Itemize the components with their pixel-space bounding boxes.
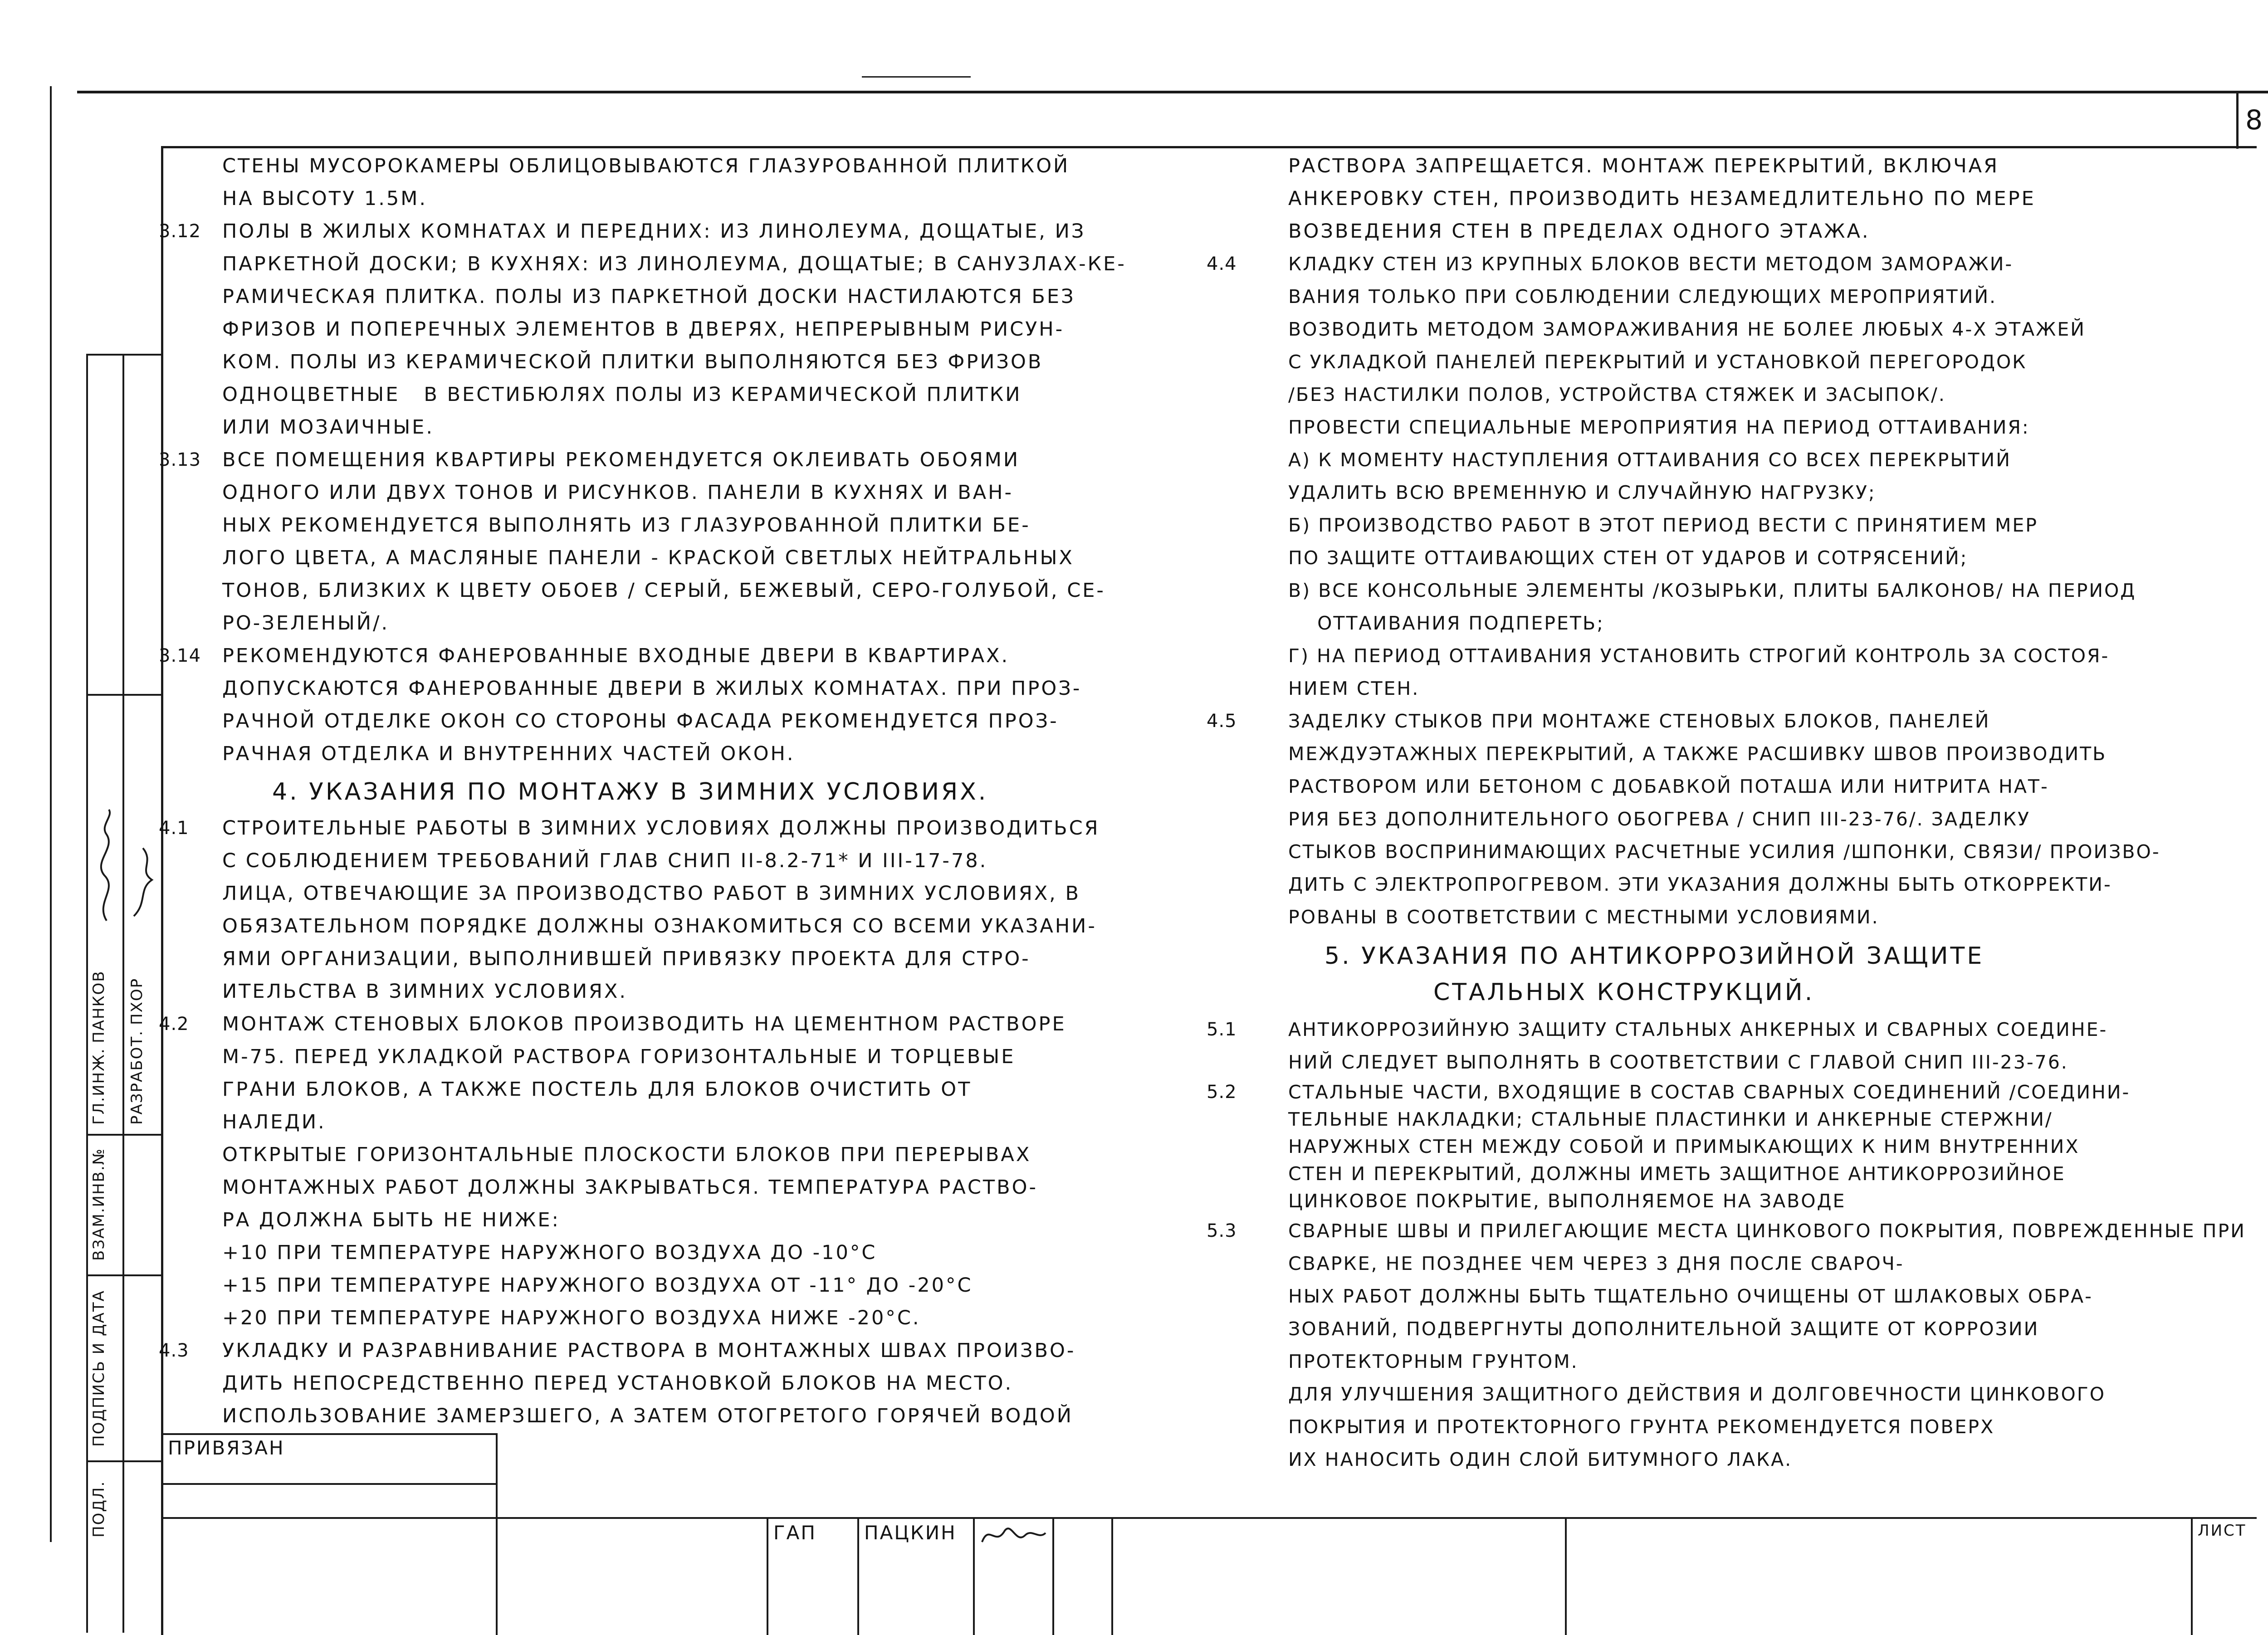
paragraph-text: РАСТВОРА ЗАПРЕЩАЕТСЯ. МОНТАЖ ПЕРЕКРЫТИЙ, ВКЛЮЧАЯ АНКЕРОВКУ СТЕН, ПРОИЗВОДИТЬ НЕЗАМЕДЛИТЕЛЬНО ПО МЕРЕ ВОЗВЕДЕНИЯ СТЕН В ПРЕДЕЛАХ ОДНОГО ЭТАЖА.	[1288, 155, 2036, 243]
top-border-line	[77, 91, 2268, 93]
side-stamp-h1	[86, 354, 163, 356]
paragraph-number: 5.2	[1207, 1082, 1237, 1103]
page-number: 8	[2245, 104, 2264, 136]
stamp-privyazan: ПРИВЯЗАН	[168, 1437, 285, 1459]
stamp-list-label: ЛИСТ	[2198, 1522, 2247, 1540]
stamp-cell-3	[973, 1517, 975, 1635]
inner-frame-top	[161, 146, 2257, 148]
paragraph-text: КЛАДКУ СТЕН ИЗ КРУПНЫХ БЛОКОВ ВЕСТИ МЕТОДОМ ЗАМОРАЖИ- ВАНИЯ ТОЛЬКО ПРИ СОБЛЮДЕНИИ СЛЕДУЮЩИХ МЕРОПРИЯТИЙ. ВОЗВОДИТЬ МЕТОДОМ ЗАМОРАЖИВАНИЯ НЕ БОЛЕЕ ЛЮБЫХ 4-Х ЭТАЖЕЙ С УКЛАДКОЙ ПАНЕЛЕЙ ПЕРЕКРЫТИЙ И УСТАНОВКОЙ ПЕРЕГОРОДОК /БЕЗ НАСТИЛКИ ПОЛОВ, УСТРОЙСТВА СТЯЖЕК И ЗАСЫПОК/. ПРОВЕСТИ СПЕЦИАЛЬНЫЕ МЕРОПРИЯТИЯ НА ПЕРИОД ОТТАИВАНИЯ: А) К МОМЕНТУ НАСТУПЛЕНИЯ ОТТАИВАНИЯ СО ВСЕХ ПЕРЕКРЫТИЙ УДАЛИТЬ ВСЮ ВРЕМЕННУЮ И СЛУЧАЙНУЮ НАГРУЗКУ; Б) ПРОИЗВОДСТВО РАБОТ В ЭТОТ ПЕРИОД ВЕСТИ С ПРИНЯТИЕМ МЕР ПО ЗАЩИТЕ ОТТАИВАЮЩИХ СТЕН ОТ УДАРОВ И СОТРЯСЕНИЙ; В) ВСЕ КОНСОЛЬНЫЕ ЭЛЕМЕНТЫ /КОЗЫРЬКИ, ПЛИТЫ БАЛКОНОВ/ НА ПЕРИОД ОТТАИВАНИЯ ПОДПЕРЕТЬ; Г) НА ПЕРИОД ОТТАИВАНИЯ УСТАНОВИТЬ СТРОГИЙ КОНТРОЛЬ ЗА СОСТОЯ- НИЕМ СТЕН.	[1288, 253, 2136, 699]
paragraph-number: 4.3	[159, 1340, 189, 1361]
stamp-cell-6	[1565, 1517, 1567, 1635]
paragraph-4-4	[1207, 248, 2250, 705]
stamp-box-mid	[161, 1483, 497, 1485]
paragraph-3-13	[159, 444, 1175, 639]
stamp-cell-5	[1111, 1517, 1113, 1635]
paragraph-text: +10 ПРИ ТЕМПЕРАТУРЕ НАРУЖНОГО ВОЗДУХА ДО -10°С +15 ПРИ ТЕМПЕРАТУРЕ НАРУЖНОГО ВОЗДУХА ОТ -11° ДО -20°С +20 ПРИ ТЕМПЕРАТУРЕ НАРУЖНОГО ВОЗДУХА НИЖЕ -20°С.	[222, 1241, 973, 1329]
paragraph-number: 4.2	[159, 1014, 189, 1035]
paragraph-text: АНТИКОРРОЗИЙНУЮ ЗАЩИТУ СТАЛЬНЫХ АНКЕРНЫХ И СВАРНЫХ СОЕДИНЕ- НИЙ СЛЕДУЕТ ВЫПОЛНЯТЬ В СООТВЕТСТВИИ С ГЛАВОЙ СНИП III-23-76.	[1288, 1019, 2108, 1073]
stamp-gap: ГАП	[773, 1522, 816, 1544]
stamp-bottom-line	[161, 1517, 2257, 1519]
paragraph-text: ПОЛЫ В ЖИЛЫХ КОМНАТАХ И ПЕРЕДНИХ: ИЗ ЛИНОЛЕУМА, ДОЩАТЫЕ, ИЗ ПАРКЕТНОЙ ДОСКИ; В КУХНЯХ: ИЗ ЛИНОЛЕУМА, ДОЩАТЫЕ; В САНУЗЛАХ-КЕ- РАМИЧЕСКАЯ ПЛИТКА. ПОЛЫ ИЗ ПАРКЕТНОЙ ДОСКИ НАСТИЛАЮТСЯ БЕЗ ФРИЗОВ И ПОПЕРЕЧНЫХ ЭЛЕМЕНТОВ В ДВЕРЯХ, НЕПРЕРЫВНЫМ РИСУН- КОМ. ПОЛЫ ИЗ КЕРАМИЧЕСКОЙ ПЛИТКИ ВЫПОЛНЯЮТСЯ БЕЗ ФРИЗОВ ОДНОЦВЕТНЫЕ В ВЕСТИБЮЛЯХ ПОЛЫ ИЗ КЕРАМИЧЕСКОЙ ПЛИТКИ ИЛИ МОЗАИЧНЫЕ.	[222, 220, 1126, 439]
side-stamp-h5	[86, 1460, 163, 1462]
side-stamp-h3	[86, 1134, 163, 1136]
stamp-signature	[980, 1522, 1048, 1549]
paragraph-number: 3.14	[159, 645, 201, 666]
paragraph-4-3-cont	[1288, 150, 2250, 248]
stamp-cell-7	[2191, 1517, 2193, 1635]
section-5-heading-line2: СТАЛЬНЫХ КОНСТРУКЦИЙ.	[1433, 979, 1815, 1006]
paragraph-number: 4.5	[1207, 711, 1237, 732]
side-stamp-h2	[86, 694, 163, 696]
paragraph-3-12	[159, 215, 1175, 444]
paragraph-4-1	[159, 812, 1175, 1008]
paragraph-number: 3.12	[159, 221, 201, 242]
paragraph-3-14	[159, 639, 1175, 770]
temperature-list	[222, 1236, 1175, 1334]
paragraph-text: ЗАДЕЛКУ СТЫКОВ ПРИ МОНТАЖЕ СТЕНОВЫХ БЛОКОВ, ПАНЕЛЕЙ МЕЖДУЭТАЖНЫХ ПЕРЕКРЫТИЙ, А ТАКЖЕ РАСШИВКУ ШВОВ ПРОИЗВОДИТЬ РАСТВОРОМ ИЛИ БЕТОНОМ С ДОБАВКОЙ ПОТАША ИЛИ НИТРИТА НАТ- РИЯ БЕЗ ДОПОЛНИТЕЛЬНОГО ОБОГРЕВА / СНИП III-23-76/. ЗАДЕЛКУ СТЫКОВ ВОСПРИНИМАЮЩИХ РАСЧЕТНЫЕ УСИЛИЯ /ШПОНКИ, СВЯЗИ/ ПРОИЗВО- ДИТЬ С ЭЛЕКТРОПРОГРЕВОМ. ЭТИ УКАЗАНИЯ ДОЛЖНЫ БЫТЬ ОТКОРРЕКТИ- РОВАНЫ В СООТВЕТСТВИИ С МЕСТНЫМИ УСЛОВИЯМИ.	[1288, 710, 2160, 928]
paragraph-number: 4.1	[159, 818, 189, 839]
stamp-box-top	[161, 1433, 497, 1435]
stamp-cell-2	[857, 1517, 859, 1635]
paragraph-number: 5.1	[1207, 1019, 1237, 1040]
paragraph-number: 4.4	[1207, 254, 1237, 274]
paragraph-text: УКЛАДКУ И РАЗРАВНИВАНИЕ РАСТВОРА В МОНТАЖНЫХ ШВАХ ПРОИЗВО- ДИТЬ НЕПОСРЕДСТВЕННО ПЕРЕД УСТАНОВКОЙ БЛОКОВ НА МЕСТО. ИСПОЛЬЗОВАНИЕ ЗАМЕРЗШЕГО, А ЗАТЕМ ОТОГРЕТОГО ГОРЯЧЕЙ ВОДОЙ	[222, 1339, 1076, 1427]
paragraph-text: СТЕНЫ МУСОРОКАМЕРЫ ОБЛИЦОВЫВАЮТСЯ ГЛАЗУРОВАННОЙ ПЛИТКОЙ НА ВЫСОТУ 1.5М.	[222, 155, 1070, 210]
right-column	[1207, 150, 2250, 1476]
paragraph-text: СТАЛЬНЫЕ ЧАСТИ, ВХОДЯЩИЕ В СОСТАВ СВАРНЫХ СОЕДИНЕНИЙ /СОЕДИНИ- ТЕЛЬНЫЕ НАКЛАДКИ; СТАЛЬНЫЕ ПЛАСТИНКИ И АНКЕРНЫЕ СТЕРЖНИ/ НАРУЖНЫХ СТЕН МЕЖДУ СОБОЙ И ПРИМЫКАЮЩИХ К НИМ ВНУТРЕННИХ СТЕН И ПЕРЕКРЫТИЙ, ДОЛЖНЫ ИМЕТЬ ЗАЩИТНОЕ АНТИКОРРОЗИЙНОЕ ЦИНКОВОЕ ПОКРЫТИЕ, ВЫПОЛНЯЕМОЕ НА ЗАВОДЕ	[1288, 1081, 2131, 1212]
stamp-cell-1	[767, 1517, 768, 1635]
paragraph-text: СВАРНЫЕ ШВЫ И ПРИЛЕГАЮЩИЕ МЕСТА ЦИНКОВОГО ПОКРЫТИЯ, ПОВРЕЖДЕННЫЕ ПРИ СВАРКЕ, НЕ ПОЗДНЕЕ ЧЕМ ЧЕРЕЗ 3 ДНЯ ПОСЛЕ СВАРОЧ- НЫХ РАБОТ ДОЛЖНЫ БЫТЬ ТЩАТЕЛЬНО ОЧИЩЕНЫ ОТ ШЛАКОВЫХ ОБРА- ЗОВАНИЙ, ПОДВЕРГНУТЫ ДОПОЛНИТЕЛЬНОЙ ЗАЩИТЕ ОТ КОРРОЗИИ ПРОТЕКТОРНЫМ ГРУНТОМ. ДЛЯ УЛУЧШЕНИЯ ЗАЩИТНОГО ДЕЙСТВИЯ И ДОЛГОВЕЧНОСТИ ЦИНКОВОГО ПОКРЫТИЯ И ПРОТЕКТОРНОГО ГРУНТА РЕКОМЕНДУЕТСЯ ПОВЕРХ ИХ НАНОСИТЬ ОДИН СЛОЙ БИТУМНОГО ЛАКА.	[1288, 1220, 2246, 1470]
side-stamp-divider-1	[122, 354, 124, 1633]
paragraph-number: 5.3	[1207, 1220, 1237, 1241]
paragraph-text: РЕКОМЕНДУЮТСЯ ФАНЕРОВАННЫЕ ВХОДНЫЕ ДВЕРИ В КВАРТИРАХ. ДОПУСКАЮТСЯ ФАНЕРОВАННЫЕ ДВЕРИ В ЖИЛЫХ КОМНАТАХ. ПРИ ПРОЗ- РАЧНОЙ ОТДЕЛКЕ ОКОН СО СТОРОНЫ ФАСАДА РЕКОМЕНДУЕТСЯ ПРОЗ- РАЧНАЯ ОТДЕЛКА И ВНУТРЕННИХ ЧАСТЕЙ ОКОН.	[222, 644, 1082, 765]
stamp-cell-4	[1052, 1517, 1054, 1635]
stamp-box-right	[496, 1433, 498, 1635]
signature-1	[91, 807, 122, 925]
side-stamp-divider-2	[161, 354, 163, 1633]
paragraph-3-11	[222, 150, 1175, 215]
section-5-heading: 5. УКАЗАНИЯ ПО АНТИКОРРОЗИЙНОЙ ЗАЩИТЕ	[1325, 942, 1984, 970]
side-label-surname2: ПХОР	[128, 977, 146, 1025]
paragraph-5-3	[1207, 1215, 2250, 1476]
left-column	[159, 150, 1175, 1432]
side-label-podpis-data: ПОДПИСЬ И ДАТА	[90, 1290, 108, 1447]
side-stamp-outer	[86, 354, 88, 1633]
paragraph-5-2	[1207, 1079, 2250, 1215]
paragraph-4-3	[159, 1334, 1175, 1432]
stamp-name: ПАЦКИН	[864, 1522, 957, 1544]
paragraph-number: 3.13	[159, 449, 201, 470]
side-label-vzam-inv: ВЗАМ.ИНВ.№	[90, 1147, 108, 1261]
dash-mark	[862, 76, 971, 78]
side-label-gl-inzh: ГЛ.ИНЖ.	[90, 1048, 108, 1125]
paragraph-text: МОНТАЖ СТЕНОВЫХ БЛОКОВ ПРОИЗВОДИТЬ НА ЦЕМЕНТНОМ РАСТВОРЕ М-75. ПЕРЕД УКЛАДКОЙ РАСТВОРА ГОРИЗОНТАЛЬНЫЕ И ТОРЦЕВЫЕ ГРАНИ БЛОКОВ, А ТАКЖЕ ПОСТЕЛЬ ДЛЯ БЛОКОВ ОЧИСТИТЬ ОТ НАЛЕДИ. ОТКРЫТЫЕ ГОРИЗОНТАЛЬНЫЕ ПЛОСКОСТИ БЛОКОВ ПРИ ПЕРЕРЫВАХ МОНТАЖНЫХ РАБОТ ДОЛЖНЫ ЗАКРЫВАТЬСЯ. ТЕМПЕРАТУРА РАСТВО- РА ДОЛЖНА БЫТЬ НЕ НИЖЕ:	[222, 1013, 1066, 1231]
paragraph-5-1	[1207, 1013, 2250, 1079]
signature-2	[129, 844, 161, 921]
left-margin-line	[50, 86, 52, 1542]
paragraph-text: СТРОИТЕЛЬНЫЕ РАБОТЫ В ЗИМНИХ УСЛОВИЯХ ДОЛЖНЫ ПРОИЗВОДИТЬСЯ С СОБЛЮДЕНИЕМ ТРЕБОВАНИЙ ГЛАВ СНИП II-8.2-71* И III-17-78. ЛИЦА, ОТВЕЧАЮЩИЕ ЗА ПРОИЗВОДСТВО РАБОТ В ЗИМНИХ УСЛОВИЯХ, В ОБЯЗАТЕЛЬНОМ ПОРЯДКЕ ДОЛЖНЫ ОЗНАКОМИТЬСЯ СО ВСЕМИ УКАЗАНИ- ЯМИ ОРГАНИЗАЦИИ, ВЫПОЛНИВШЕЙ ПРИВЯЗКУ ПРОЕКТА ДЛЯ СТРО- ИТЕЛЬСТВА В ЗИМНИХ УСЛОВИЯХ.	[222, 817, 1100, 1003]
paragraph-4-2	[159, 1008, 1175, 1236]
side-stamp-h4	[86, 1274, 163, 1276]
side-label-razrabot: РАЗРАБОТ.	[128, 1030, 146, 1125]
inner-frame-right	[2236, 91, 2239, 149]
section-4-heading: 4. УКАЗАНИЯ ПО МОНТАЖУ В ЗИМНИХ УСЛОВИЯХ.	[272, 778, 988, 805]
paragraph-text: ВСЕ ПОМЕЩЕНИЯ КВАРТИРЫ РЕКОМЕНДУЕТСЯ ОКЛЕИВАТЬ ОБОЯМИ ОДНОГО ИЛИ ДВУХ ТОНОВ И РИСУНКОВ. ПАНЕЛИ В КУХНЯХ И ВАН- НЫХ РЕКОМЕНДУЕТСЯ ВЫПОЛНЯТЬ ИЗ ГЛАЗУРОВАННОЙ ПЛИТКИ БЕ- ЛОГО ЦВЕТА, А МАСЛЯНЫЕ ПАНЕЛИ - КРАСКОЙ СВЕТЛЫХ НЕЙТРАЛЬНЫХ ТОНОВ, БЛИЗКИХ К ЦВЕТУ ОБОЕВ / СЕРЫЙ, БЕЖЕВЫЙ, СЕРО-ГОЛУБОЙ, СЕ- РО-ЗЕЛЕНЫЙ/.	[222, 449, 1105, 634]
side-label-surname1: ПАНКОВ	[90, 970, 108, 1043]
side-label-podl: ПОДЛ.	[90, 1480, 108, 1537]
paragraph-4-5	[1207, 705, 2250, 933]
